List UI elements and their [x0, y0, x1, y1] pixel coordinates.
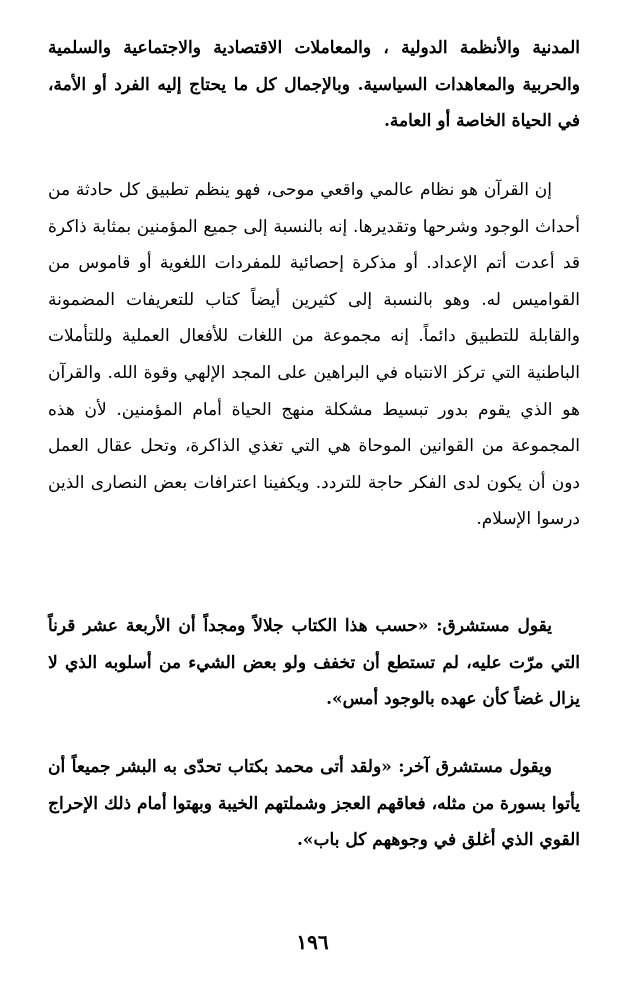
paragraph-orientalist-quote-1: يقول مستشرق: «حسب هذا الكتاب جلالاً ومجداً أن الأربعة عشر قرناً التي مرّت عليه، لم تستطع أن تخفف ولو بعض الشيء من أسلوبه الذي لا يزال غضاً كأن عهده بالوجود أمس».	[48, 616, 580, 709]
page-number: ١٩٦	[296, 930, 329, 954]
paragraph-orientalist-quote-2: ويقول مستشرق آخر: «ولقد أتى محمد بكتاب تحدّى به البشر جميعاً أن يأتوا بسورة من مثله، فعاقهم العجز وشملتهم الخيبة وبهتوا أمام ذلك الإحراج القوي الذي أغلق في وجوههم كل باب».	[48, 757, 580, 850]
paragraph-quran-system: إن القرآن هو نظام عالمي واقعي موحى، فهو ينظم تطبيق كل حادثة من أحداث الوجود وشرحها وتقديرها. إنه بالنسبة إلى جميع المؤمنين بمثابة ذاكرة قد أعدت أتم الإعداد. أو مذكرة إحصائية للمفردات اللغوية أو قاموس من القواميس له. وهو بالنسبة إلى كثيرين أيضاً كتاب للتعريفات المضمونة والقابلة للتطبيق دائماً. إنه مجموعة من اللغات للأفعال العملية وللتأملات الباطنية التي تركز الانتباه في البراهين على المجد الإلهي وقوة الله. والقرآن هو الذي يقوم بدور تبسيط مشكلة منهج الحياة أمام المؤمنين. لأن هذه المجموعة من القوانين الموحاة هي التي تغذي الذاكرة، وتحل عقال العمل دون أن يكون لدى الفكر حاجة للتردد. ويكفينا اعترافات بعض النصارى الذين درسوا الإسلام.	[48, 180, 580, 530]
paragraph-continuation: المدنية والأنظمة الدولية ، والمعاملات الاقتصادية والاجتماعية والسلمية والحربية والمعاهدات السياسية. وبالإجمال كل ما يحتاج إليه الفرد أو الأمة، في الحياة الخاصة أو العامة.	[48, 38, 580, 131]
